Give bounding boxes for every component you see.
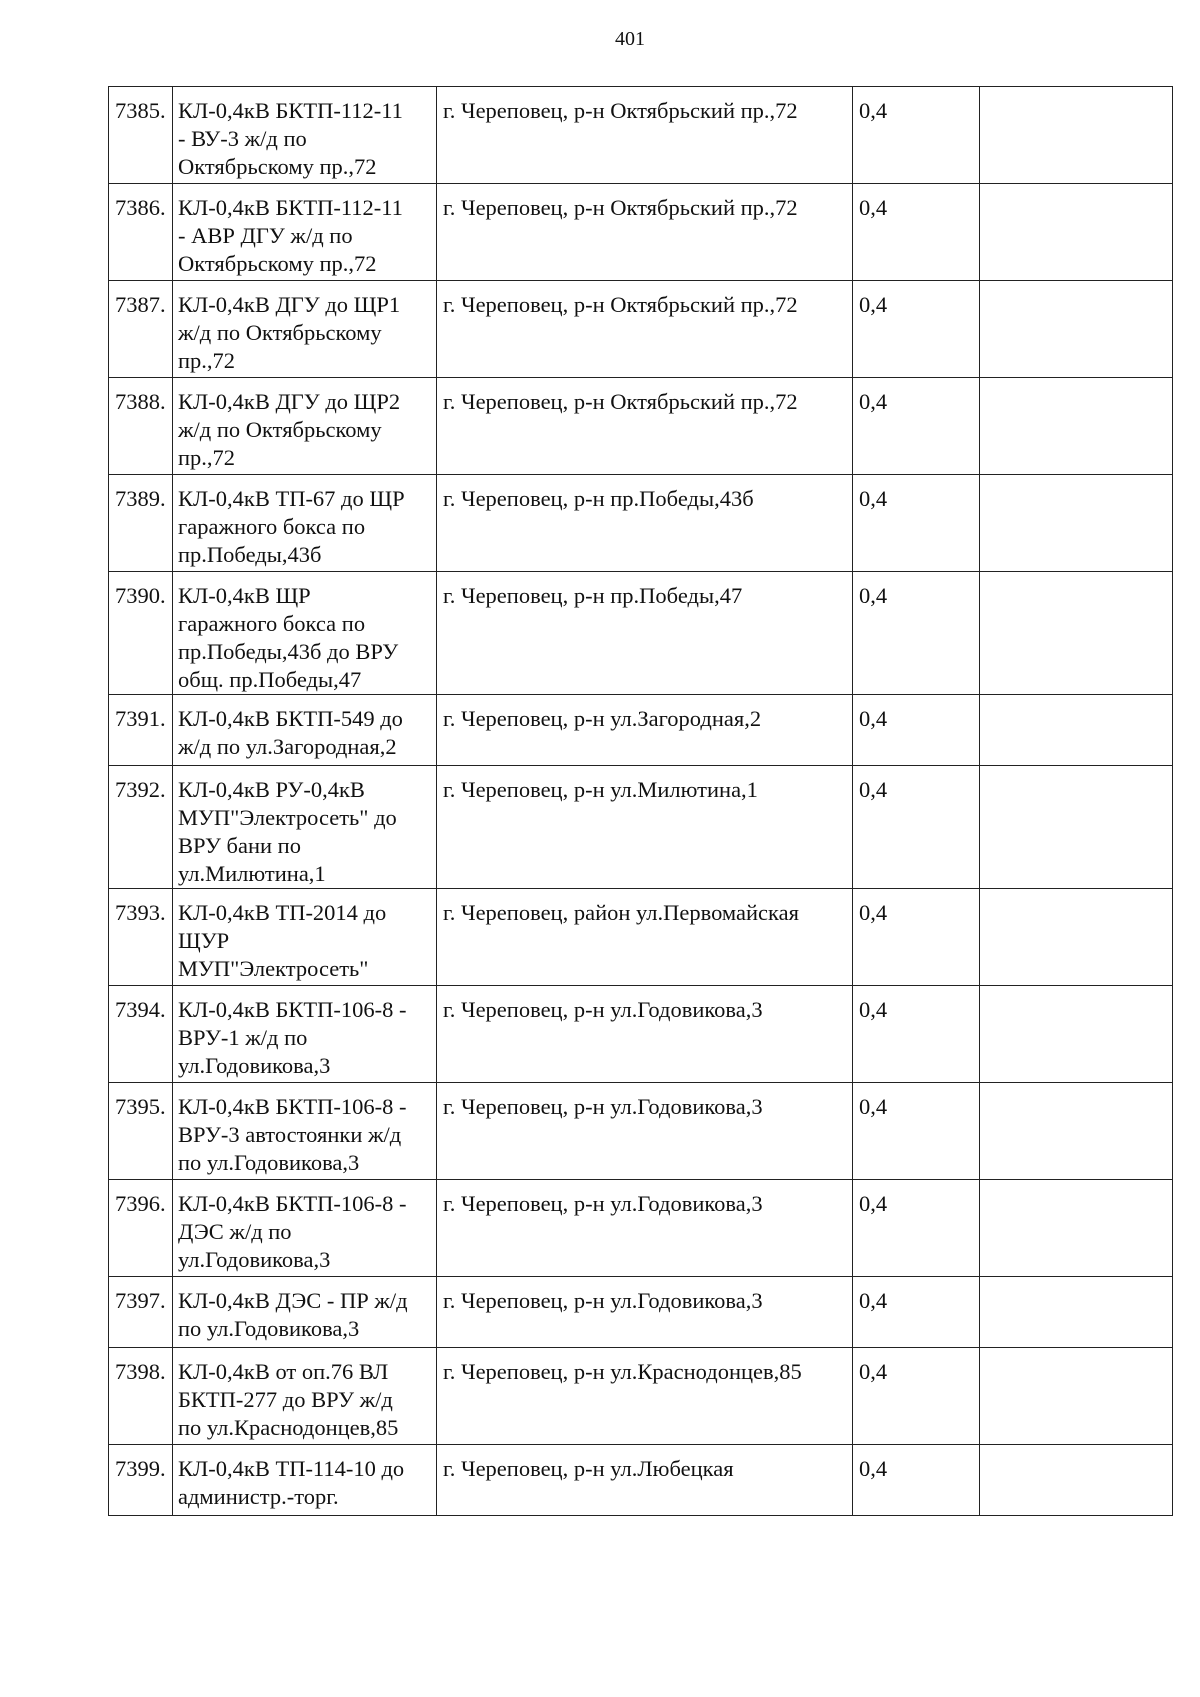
line-location: г. Череповец, р-н ул.Годовикова,3 (437, 1277, 853, 1348)
row-number: 7392. (109, 766, 173, 889)
row-number: 7387. (109, 281, 173, 378)
line-location: г. Череповец, р-н ул.Годовикова,3 (437, 986, 853, 1083)
table-row (109, 889, 1173, 986)
line-extra (980, 572, 1173, 695)
line-name: КЛ-0,4кВ БКТП-549 до ж/д по ул.Загородная,2 (173, 695, 437, 766)
line-voltage: 0,4 (853, 572, 980, 695)
line-extra (980, 986, 1173, 1083)
line-name: КЛ-0,4кВ БКТП-112-11 - ВУ-3 ж/д по Октябрьскому пр.,72 (173, 87, 437, 184)
line-voltage: 0,4 (853, 986, 980, 1083)
line-extra (980, 378, 1173, 475)
line-voltage: 0,4 (853, 281, 980, 378)
line-location: г. Череповец, р-н Октябрьский пр.,72 (437, 281, 853, 378)
row-number: 7396. (109, 1180, 173, 1277)
table-row (109, 766, 1173, 889)
line-voltage: 0,4 (853, 87, 980, 184)
line-voltage: 0,4 (853, 1348, 980, 1445)
table-row (109, 1277, 1173, 1348)
line-voltage: 0,4 (853, 1180, 980, 1277)
line-location: г. Череповец, р-н Октябрьский пр.,72 (437, 184, 853, 281)
line-voltage: 0,4 (853, 475, 980, 572)
row-number: 7388. (109, 378, 173, 475)
row-number: 7391. (109, 695, 173, 766)
line-voltage: 0,4 (853, 695, 980, 766)
table-row (109, 1083, 1173, 1180)
table-row (109, 1348, 1173, 1445)
row-number: 7397. (109, 1277, 173, 1348)
table-row (109, 1180, 1173, 1277)
line-location: г. Череповец, р-н ул.Загородная,2 (437, 695, 853, 766)
line-location: г. Череповец, р-н ул.Краснодонцев,85 (437, 1348, 853, 1445)
line-extra (980, 475, 1173, 572)
line-location: г. Череповец, р-н ул.Любецкая (437, 1445, 853, 1516)
line-extra (980, 87, 1173, 184)
table-row (109, 184, 1173, 281)
table-row (109, 87, 1173, 184)
row-number: 7386. (109, 184, 173, 281)
line-extra (980, 889, 1173, 986)
line-extra (980, 1083, 1173, 1180)
line-voltage: 0,4 (853, 889, 980, 986)
row-number: 7393. (109, 889, 173, 986)
line-voltage: 0,4 (853, 1277, 980, 1348)
line-name: КЛ-0,4кВ ЩР гаражного бокса по пр.Победы,43б до ВРУ общ. пр.Победы,47 (173, 572, 437, 695)
line-voltage: 0,4 (853, 184, 980, 281)
line-extra (980, 695, 1173, 766)
line-voltage: 0,4 (853, 766, 980, 889)
line-extra (980, 281, 1173, 378)
page-number: 401 (615, 28, 645, 50)
line-location: г. Череповец, р-н пр.Победы,47 (437, 572, 853, 695)
line-voltage: 0,4 (853, 1083, 980, 1180)
registry-table-body (109, 87, 1173, 1516)
row-number: 7395. (109, 1083, 173, 1180)
line-name: КЛ-0,4кВ ТП-67 до ЩР гаражного бокса по пр.Победы,43б (173, 475, 437, 572)
line-name: КЛ-0,4кВ БКТП-106-8 - ВРУ-3 автостоянки ж/д по ул.Годовикова,3 (173, 1083, 437, 1180)
row-number: 7389. (109, 475, 173, 572)
line-location: г. Череповец, р-н ул.Милютина,1 (437, 766, 853, 889)
line-location: г. Череповец, р-н Октябрьский пр.,72 (437, 378, 853, 475)
line-name: КЛ-0,4кВ БКТП-106-8 - ВРУ-1 ж/д по ул.Годовикова,3 (173, 986, 437, 1083)
table-row (109, 1445, 1173, 1516)
line-location: г. Череповец, р-н Октябрьский пр.,72 (437, 87, 853, 184)
line-voltage: 0,4 (853, 378, 980, 475)
line-location: г. Череповец, р-н пр.Победы,43б (437, 475, 853, 572)
row-number: 7394. (109, 986, 173, 1083)
line-extra (980, 1277, 1173, 1348)
line-extra (980, 1180, 1173, 1277)
table-row (109, 281, 1173, 378)
row-number: 7390. (109, 572, 173, 695)
row-number: 7398. (109, 1348, 173, 1445)
line-extra (980, 1348, 1173, 1445)
line-name: КЛ-0,4кВ БКТП-106-8 - ДЭС ж/д по ул.Годовикова,3 (173, 1180, 437, 1277)
table-row (109, 475, 1173, 572)
line-name: КЛ-0,4кВ ТП-2014 до ЩУР МУП"Электросеть" (173, 889, 437, 986)
table-row (109, 986, 1173, 1083)
line-extra (980, 1445, 1173, 1516)
table-row (109, 378, 1173, 475)
row-number: 7399. (109, 1445, 173, 1516)
line-location: г. Череповец, р-н ул.Годовикова,3 (437, 1083, 853, 1180)
line-name: КЛ-0,4кВ ДГУ до ЩР1 ж/д по Октябрьскому пр.,72 (173, 281, 437, 378)
registry-table (108, 86, 1173, 1516)
row-number: 7385. (109, 87, 173, 184)
line-name: КЛ-0,4кВ БКТП-112-11 - АВР ДГУ ж/д по Октябрьскому пр.,72 (173, 184, 437, 281)
line-name: КЛ-0,4кВ ДЭС - ПР ж/д по ул.Годовикова,3 (173, 1277, 437, 1348)
line-extra (980, 766, 1173, 889)
line-voltage: 0,4 (853, 1445, 980, 1516)
line-location: г. Череповец, р-н ул.Годовикова,3 (437, 1180, 853, 1277)
line-extra (980, 184, 1173, 281)
table-row (109, 572, 1173, 695)
line-name: КЛ-0,4кВ от оп.76 ВЛ БКТП-277 до ВРУ ж/д по ул.Краснодонцев,85 (173, 1348, 437, 1445)
line-location: г. Череповец, район ул.Первомайская (437, 889, 853, 986)
line-name: КЛ-0,4кВ ТП-114-10 до администр.-торг. (173, 1445, 437, 1516)
table-row (109, 695, 1173, 766)
line-name: КЛ-0,4кВ ДГУ до ЩР2 ж/д по Октябрьскому пр.,72 (173, 378, 437, 475)
line-name: КЛ-0,4кВ РУ-0,4кВ МУП"Электросеть" до ВРУ бани по ул.Милютина,1 (173, 766, 437, 889)
